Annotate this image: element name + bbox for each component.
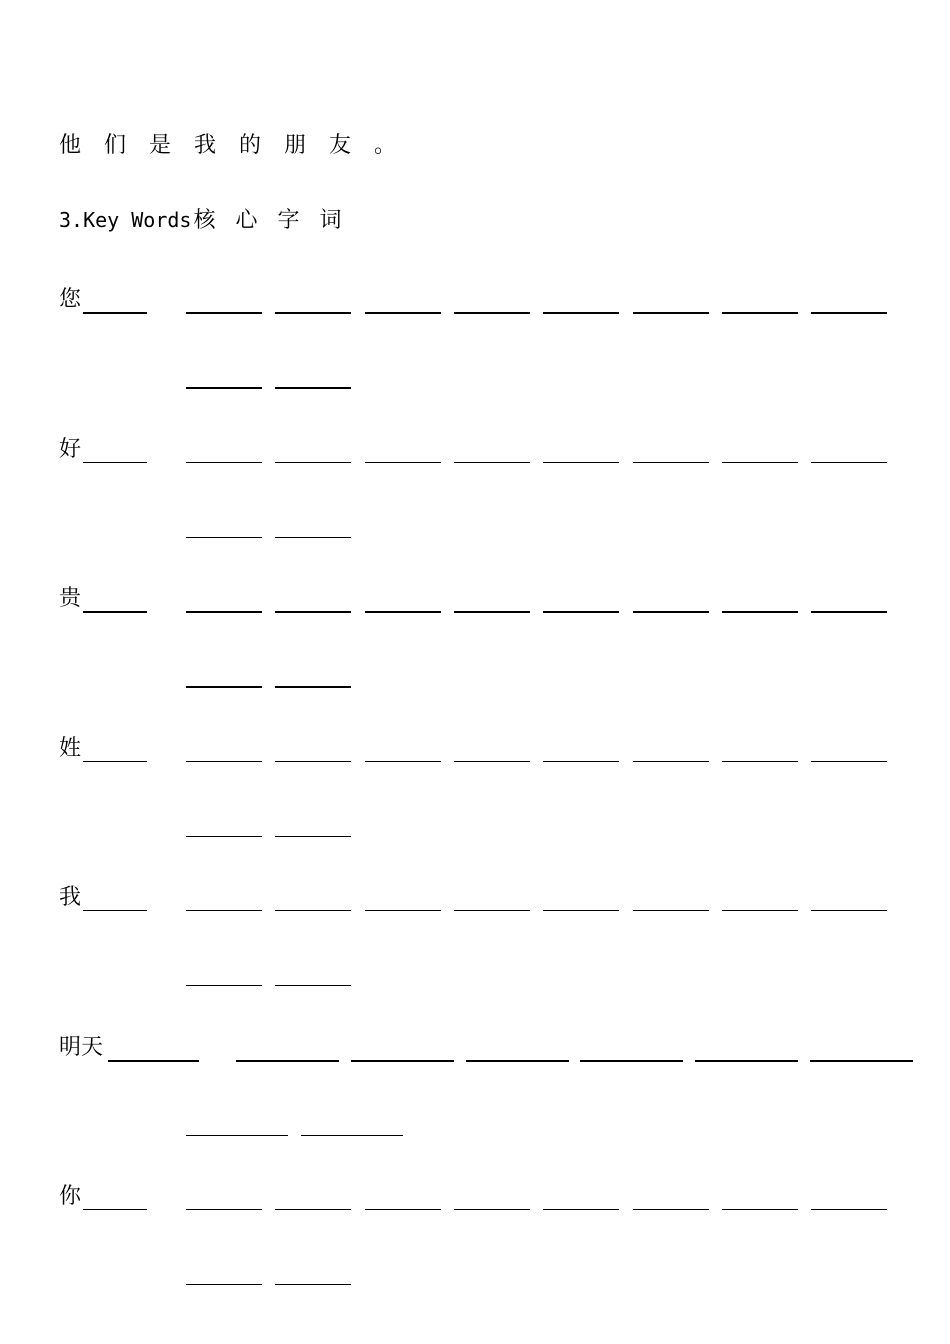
- practice-blank[interactable]: [811, 462, 887, 463]
- practice-blank[interactable]: [454, 462, 530, 463]
- practice-blank[interactable]: [275, 1209, 351, 1210]
- practice-blank[interactable]: [186, 537, 262, 538]
- word-label: 你: [59, 1184, 82, 1209]
- practice-blank[interactable]: [811, 761, 887, 762]
- practice-blank[interactable]: [186, 910, 262, 911]
- practice-blank[interactable]: [543, 312, 619, 314]
- practice-blank[interactable]: [633, 1209, 709, 1210]
- practice-blank[interactable]: [722, 611, 798, 613]
- word-label: 好: [59, 437, 82, 462]
- practice-blank[interactable]: [275, 836, 351, 837]
- practice-blank[interactable]: [543, 761, 619, 762]
- practice-blank[interactable]: [186, 1209, 262, 1210]
- practice-blank[interactable]: [365, 761, 441, 762]
- practice-blank[interactable]: [351, 1060, 454, 1062]
- practice-blank[interactable]: [275, 761, 351, 762]
- practice-blank[interactable]: [811, 611, 887, 613]
- practice-blank[interactable]: [275, 611, 351, 613]
- word-label: 贵: [59, 586, 82, 611]
- practice-blank[interactable]: [466, 1060, 569, 1062]
- practice-blank[interactable]: [810, 1060, 913, 1062]
- practice-blank[interactable]: [186, 462, 262, 463]
- practice-blank[interactable]: [365, 1209, 441, 1210]
- word-label: 明天: [59, 1035, 104, 1060]
- practice-blank[interactable]: [275, 910, 351, 911]
- practice-blank[interactable]: [454, 312, 530, 314]
- practice-blank[interactable]: [543, 910, 619, 911]
- practice-blank[interactable]: [722, 761, 798, 762]
- section-number: 3.Key Words: [59, 208, 192, 232]
- practice-blank[interactable]: [186, 686, 262, 688]
- label-blank[interactable]: [83, 611, 147, 613]
- practice-blank[interactable]: [301, 1135, 403, 1136]
- practice-blank[interactable]: [633, 312, 709, 314]
- practice-blank[interactable]: [236, 1060, 339, 1062]
- practice-blank[interactable]: [275, 1284, 351, 1285]
- label-blank[interactable]: [83, 761, 147, 762]
- practice-blank[interactable]: [365, 611, 441, 613]
- label-blank[interactable]: [83, 462, 147, 463]
- word-label: 我: [59, 885, 82, 910]
- practice-blank[interactable]: [454, 761, 530, 762]
- practice-blank[interactable]: [186, 1284, 262, 1285]
- word-label: 姓: [59, 736, 82, 761]
- practice-blank[interactable]: [186, 985, 262, 986]
- practice-blank[interactable]: [722, 1209, 798, 1210]
- practice-blank[interactable]: [186, 387, 262, 389]
- practice-blank[interactable]: [275, 462, 351, 463]
- practice-blank[interactable]: [543, 462, 619, 463]
- practice-blank[interactable]: [811, 910, 887, 911]
- practice-blank[interactable]: [365, 312, 441, 314]
- practice-blank[interactable]: [454, 611, 530, 613]
- section-title: 核心字词: [193, 208, 362, 233]
- practice-blank[interactable]: [275, 537, 351, 538]
- practice-blank[interactable]: [365, 910, 441, 911]
- practice-blank[interactable]: [275, 686, 351, 688]
- practice-blank[interactable]: [186, 1135, 288, 1136]
- word-label: 您: [59, 287, 82, 312]
- practice-blank[interactable]: [454, 1209, 530, 1210]
- section-heading: [59, 207, 361, 234]
- practice-blank[interactable]: [365, 462, 441, 463]
- practice-blank[interactable]: [543, 611, 619, 613]
- practice-blank[interactable]: [722, 312, 798, 314]
- practice-blank[interactable]: [722, 910, 798, 911]
- practice-blank[interactable]: [695, 1060, 798, 1062]
- practice-blank[interactable]: [275, 387, 351, 389]
- practice-blank[interactable]: [580, 1060, 683, 1062]
- practice-blank[interactable]: [811, 312, 887, 314]
- label-blank[interactable]: [83, 312, 147, 314]
- practice-blank[interactable]: [722, 462, 798, 463]
- practice-blank[interactable]: [811, 1209, 887, 1210]
- label-blank[interactable]: [83, 910, 147, 911]
- practice-blank[interactable]: [454, 910, 530, 911]
- sentence-text: 他们是我的朋友。: [59, 133, 420, 158]
- practice-blank[interactable]: [633, 611, 709, 613]
- practice-blank[interactable]: [633, 910, 709, 911]
- practice-blank[interactable]: [275, 985, 351, 986]
- label-blank[interactable]: [108, 1060, 199, 1062]
- practice-blank[interactable]: [186, 611, 262, 613]
- practice-blank[interactable]: [633, 462, 709, 463]
- label-blank[interactable]: [83, 1209, 147, 1210]
- practice-blank[interactable]: [186, 836, 262, 837]
- practice-blank[interactable]: [275, 312, 351, 314]
- practice-blank[interactable]: [186, 312, 262, 314]
- practice-blank[interactable]: [633, 761, 709, 762]
- practice-blank[interactable]: [186, 761, 262, 762]
- practice-blank[interactable]: [543, 1209, 619, 1210]
